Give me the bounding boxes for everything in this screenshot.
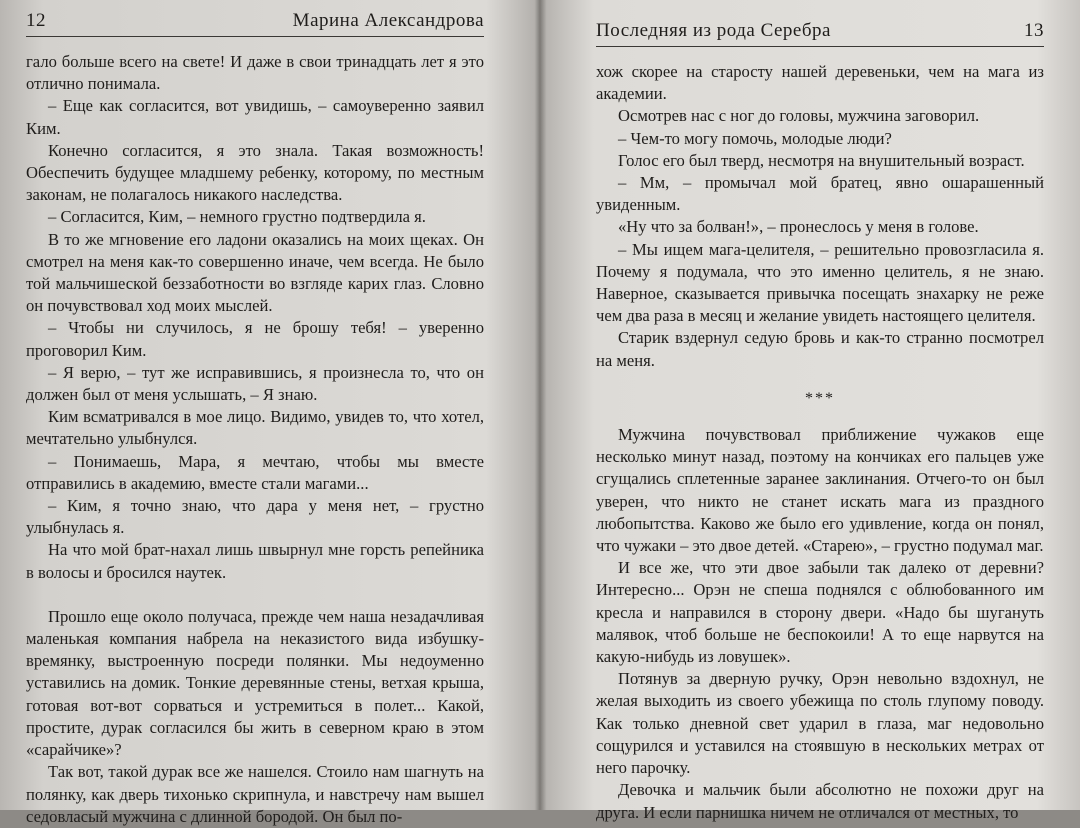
paragraph: – Я верю, – тут же исправившись, я произнесла то, что он должен был от меня услышать, – Я знаю. [26, 362, 484, 405]
paragraph: Ким всматривался в мое лицо. Видимо, увидев то, что хотел, мечтательно улыбнулся. [26, 407, 484, 449]
paragraph: На что мой брат-нахал лишь швырнул мне горсть репейника в волосы и бросился наутек. [26, 540, 484, 582]
paragraph: гало больше всего на свете! И даже в свои тринадцать лет я это отлично понимала. [26, 52, 484, 94]
right-page-header [596, 20, 1044, 47]
left-page-text [26, 51, 484, 828]
paragraph: В то же мгновение его ладони оказались на моих щеках. Он смотрел на меня как-то совершенно иначе, чем всегда. Не было той мальчишеской беззаботности во взгляде карих глаз. Словно он почувствовал ход моих мыслей. [26, 229, 484, 316]
scene-separator: *** [805, 389, 835, 407]
paragraph: Голос его был тверд, несмотря на внушительный возраст. [618, 150, 1025, 170]
paragraph: – Чем-то могу помочь, молодые люди? [618, 128, 892, 148]
left-running-head: Марина Александрова [292, 10, 484, 31]
paragraph: хож скорее на старосту нашей деревеньки, чем на мага из академии. [596, 62, 1044, 104]
paragraph: – Согласится, Ким, – немного грустно подтвердила я. [48, 207, 426, 227]
right-page-number: 13 [1024, 20, 1044, 41]
paragraph: – Мм, – промычал мой братец, явно ошарашенный увиденным. [596, 173, 1044, 215]
paragraph: И все же, что эти двое забыли так далеко от деревни? Интересно... Орэн не спеша поднялся с облюбованного им кресла и направился в сторону двери. «Надо бы шугануть малявок, чтоб больше не беспокоили! А то еще нарвутся на какую-нибудь из ловушек». [596, 558, 1044, 667]
paragraph: «Ну что за болван!», – пронеслось у меня в голове. [618, 217, 979, 237]
left-page-header [26, 10, 484, 37]
paragraph: – Еще как согласится, вот увидишь, – самоуверенно заявил Ким. [26, 96, 484, 138]
paragraph: – Чтобы ни случилось, я не брошу тебя! – уверенно проговорил Ким. [26, 318, 484, 360]
paragraph: – Ким, я точно знаю, что дара у меня нет, – грустно улыбнулась я. [26, 496, 484, 538]
paragraph: Потянув за дверную ручку, Орэн невольно вздохнул, не желая выходить из своего убежища по столь глупому поводу. Как только дневной свет ударил в глаза, маг недовольно сощурился и уставился на стоявшую в нескольких метрах от него парочку. [596, 669, 1044, 778]
paragraph: Прошло еще около получаса, прежде чем наша незадачливая маленькая компания набрела на неказистого вида избушку-времянку, выстроенную посреди полянки. Мы недоуменно уставились на домик. Тонкие деревянные стены, ветхая крыша, готовая вот-вот сорваться и устремиться в полет... Какой, простите, дурак согласился бы жить в северном краю в этом «сарайчике»? [26, 606, 484, 760]
paragraph: Осмотрев нас с ног до головы, мужчина заговорил. [618, 106, 980, 126]
left-page-number: 12 [26, 10, 46, 31]
right-page [540, 0, 1080, 822]
paragraph: Так вот, такой дурак все же нашелся. Стоило нам шагнуть на полянку, как дверь тихонько скрипнула, и навстречу нам вышел седовласый мужчина с длинной бородой. Он был по- [26, 762, 484, 826]
paragraph: Мужчина почувствовал приближение чужаков еще несколько минут назад, поэтому на кончиках его пальцев уже сгущались сплетенные заранее заклинания. Отчего-то он был уверен, что никто не станет искать мага из праздного любопытства. Каково же было его удивление, когда он понял, что чужаки – это двое детей. «Старею», – грустно подумал маг. [596, 425, 1044, 556]
paragraph: – Мы ищем мага-целителя, – решительно провозгласила я. Почему я подумала, что это именно целитель, я не знаю. Наверное, сказывается привычка посещать знахарку не реже чем два раза в месяц и желание увидеть настоящего целителя. [596, 239, 1044, 326]
right-running-head: Последняя из рода Серебра [596, 20, 831, 41]
left-page [0, 0, 540, 826]
paragraph: Девочка и мальчик были абсолютно не похожи друг на друга. И если парнишка ничем не отличался от местных, то [596, 780, 1044, 822]
paragraph: – Понимаешь, Мара, я мечтаю, чтобы мы вместе отправились в академию, вместе стали магами... [26, 451, 484, 493]
paragraph: Старик вздернул седую бровь и как-то странно посмотрел на меня. [596, 328, 1044, 370]
paragraph: Конечно согласится, я это знала. Такая возможность! Обеспечить будущее младшему ребенку, которому, по местным законам, не полагалось никакого наследства. [26, 140, 484, 205]
right-page-text [596, 61, 1044, 824]
